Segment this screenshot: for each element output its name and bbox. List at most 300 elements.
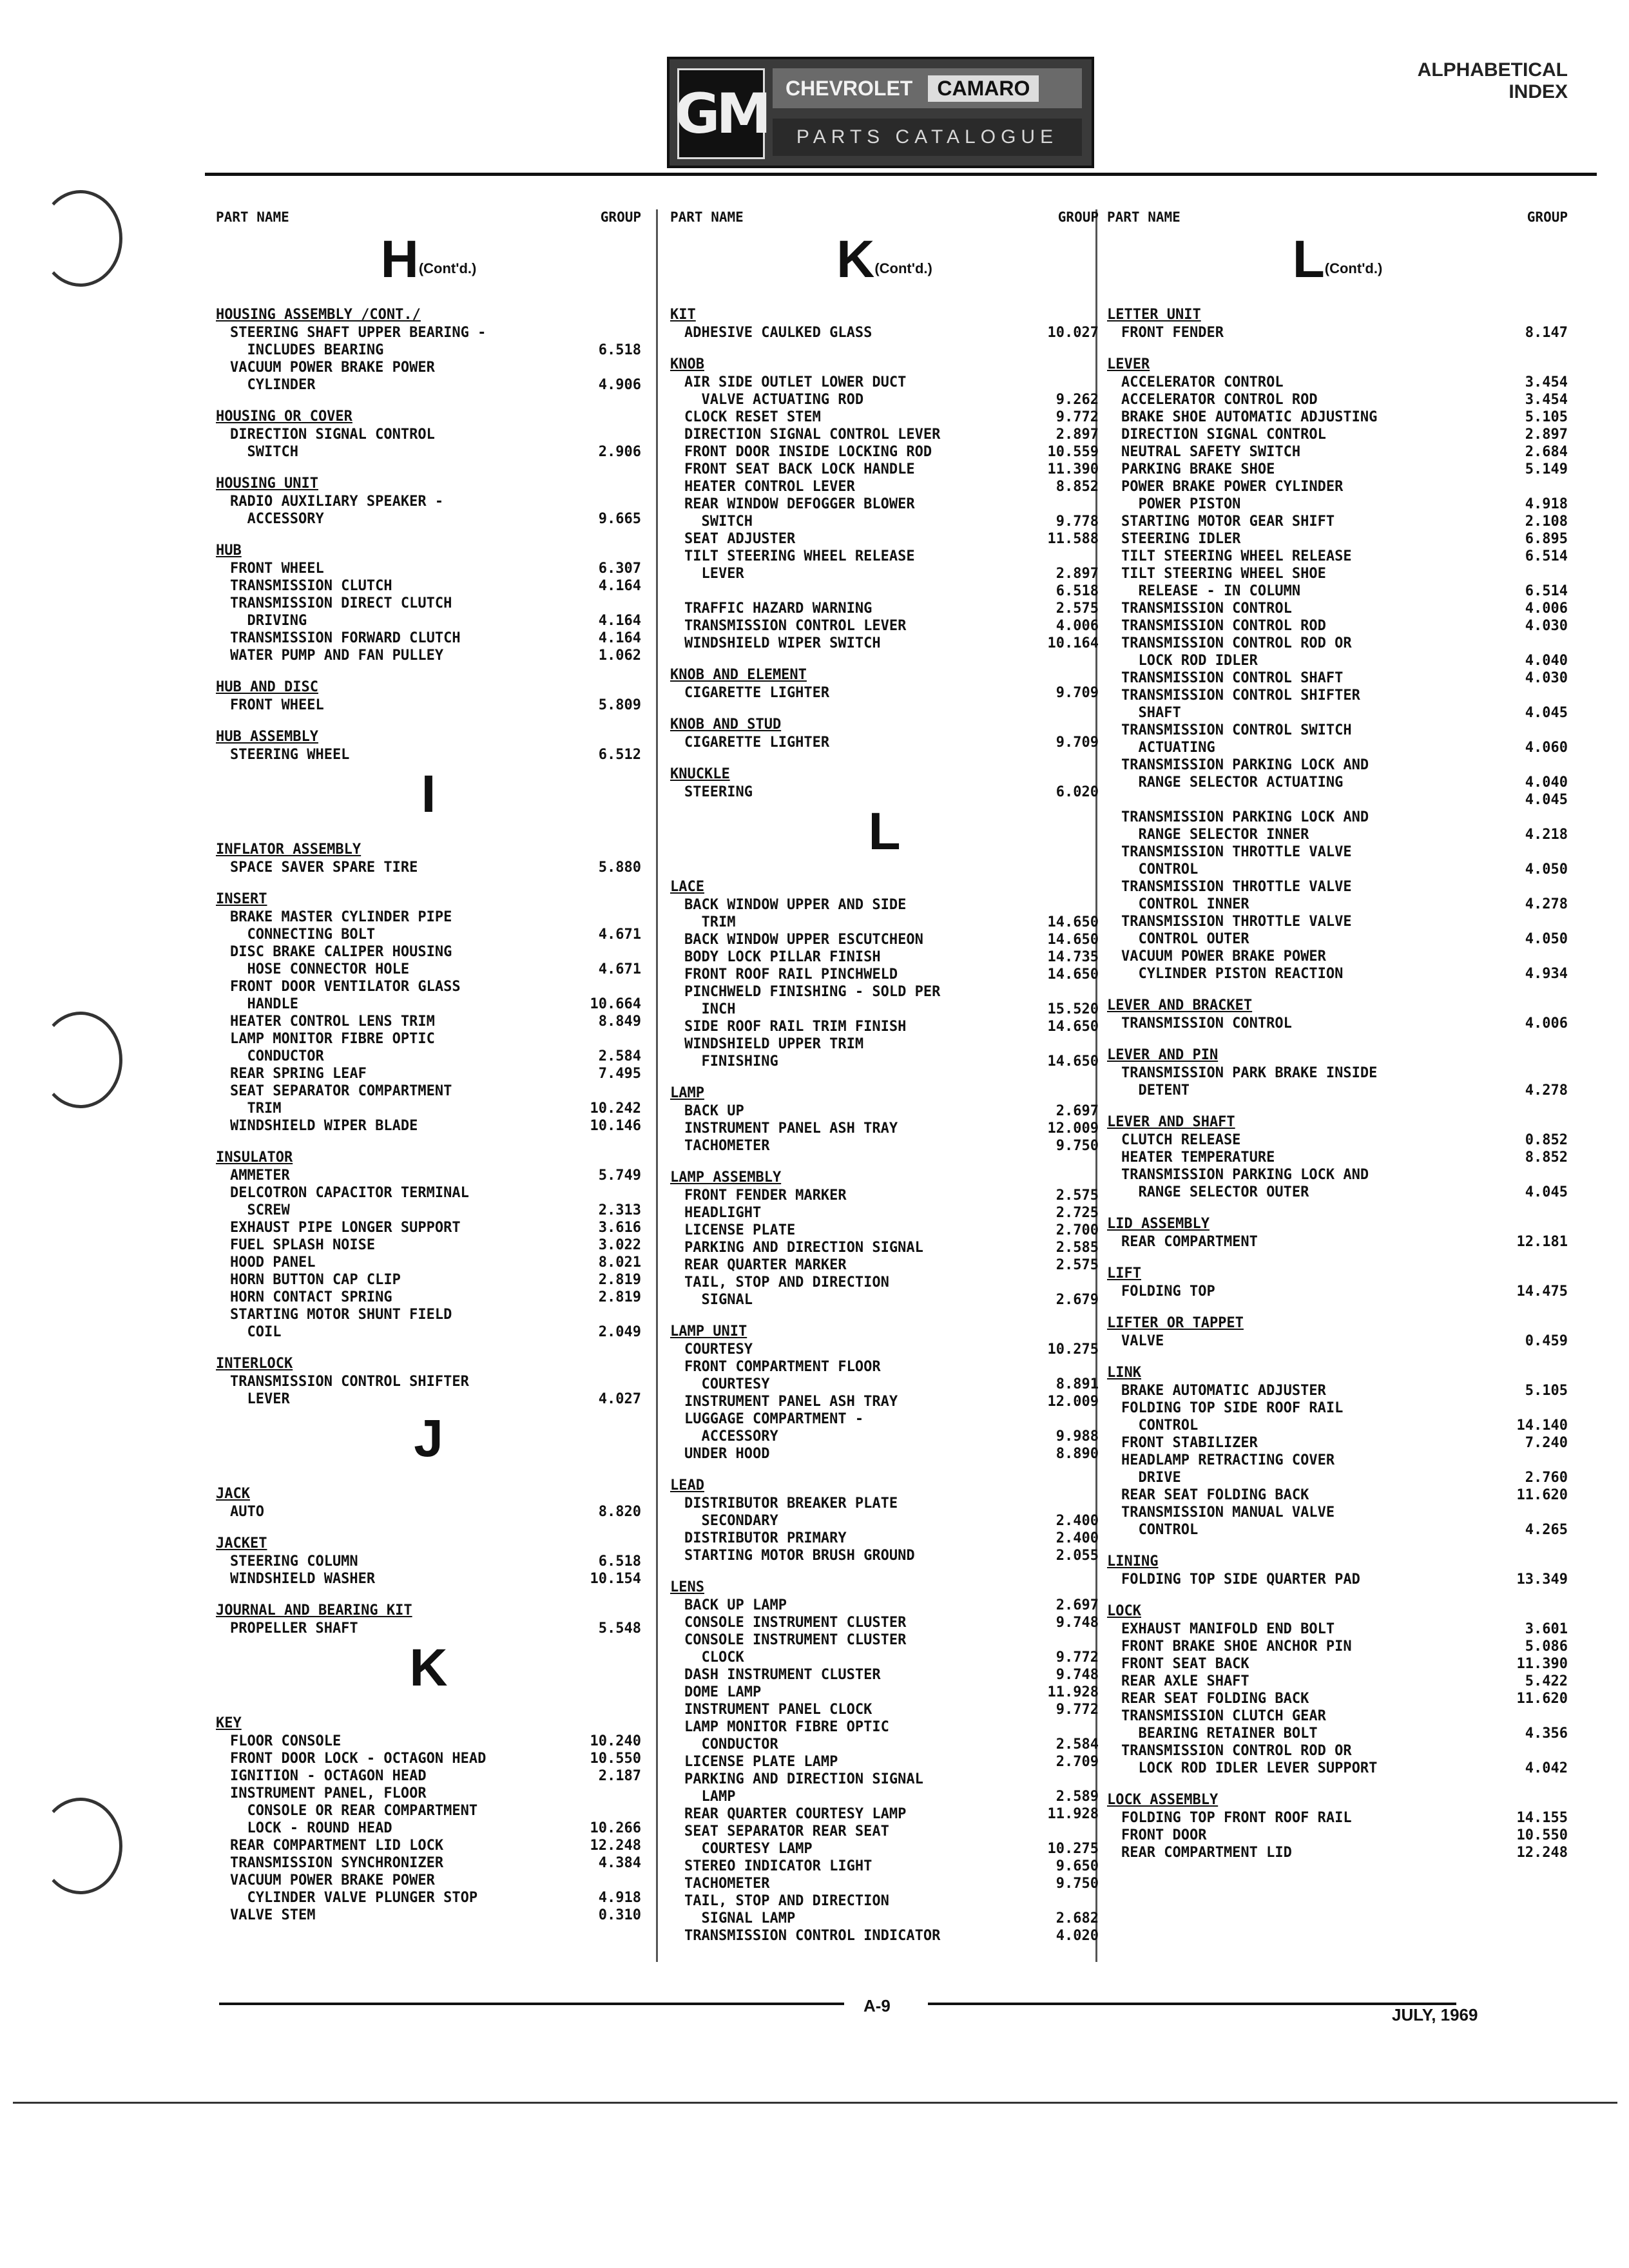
entry-line bbox=[670, 734, 1099, 751]
entry-line bbox=[216, 1323, 641, 1341]
part-description: INSTRUMENT PANEL ASH TRAY bbox=[684, 1394, 898, 1410]
entry-line bbox=[216, 1733, 641, 1750]
group-number: 12.248 bbox=[1516, 1845, 1568, 1861]
group-number bbox=[1516, 878, 1568, 896]
group-number: 10.275 bbox=[1047, 1341, 1099, 1358]
group-number bbox=[590, 1030, 641, 1048]
part-description: DETENT bbox=[1121, 1082, 1190, 1099]
index-entry bbox=[216, 1485, 641, 1521]
entry-line bbox=[1107, 1015, 1568, 1032]
part-description: TRANSMISSION PARK BRAKE INSIDE bbox=[1121, 1065, 1378, 1081]
part-description: HEATER CONTROL LENS TRIM bbox=[230, 1014, 435, 1030]
entry-line bbox=[216, 859, 641, 876]
entry-line bbox=[1107, 1486, 1568, 1504]
part-description: LAMP MONITOR FIBRE OPTIC bbox=[230, 1031, 435, 1047]
part-description: CONSOLE INSTRUMENT CLUSTER bbox=[684, 1615, 907, 1631]
entry-line bbox=[1107, 861, 1568, 878]
entry-line bbox=[1107, 1742, 1568, 1760]
part-description: FOLDING TOP bbox=[1121, 1283, 1215, 1300]
part-description: BACK UP bbox=[684, 1103, 744, 1119]
entry-line bbox=[1107, 1233, 1568, 1251]
entry-title: JACKET bbox=[216, 1535, 267, 1552]
entry-line bbox=[216, 1289, 641, 1306]
group-number: 11.928 bbox=[1047, 1806, 1099, 1822]
group-number: 9.709 bbox=[1055, 685, 1099, 701]
entry-line bbox=[1107, 1655, 1568, 1673]
entry-line bbox=[216, 1306, 641, 1323]
part-description: FRONT DOOR LOCK - OCTAGON HEAD bbox=[230, 1751, 487, 1767]
group-number bbox=[1047, 548, 1099, 565]
entry-line bbox=[670, 1256, 1099, 1274]
group-number bbox=[590, 426, 641, 443]
masthead-model-bar bbox=[773, 68, 1082, 108]
group-number: 15.520 bbox=[1047, 1001, 1099, 1017]
section-letter-heading bbox=[216, 764, 641, 827]
entry-line bbox=[670, 1204, 1099, 1222]
entry-line bbox=[670, 914, 1099, 931]
entry-line bbox=[670, 896, 1099, 914]
group-number: 5.149 bbox=[1525, 461, 1568, 477]
gm-logo: GM bbox=[677, 68, 765, 159]
group-number: 4.918 bbox=[598, 1890, 641, 1906]
entry-line bbox=[670, 1512, 1099, 1530]
entry-line bbox=[670, 948, 1099, 966]
group-number: 6.514 bbox=[1525, 548, 1568, 564]
entry-line bbox=[1107, 565, 1568, 582]
part-description: ACCESSORY bbox=[684, 1428, 778, 1445]
entry-line bbox=[1107, 930, 1568, 948]
binder-hole-bottom bbox=[39, 1798, 122, 1894]
part-description: SHAFT bbox=[1121, 705, 1181, 721]
part-description: TRANSMISSION CONTROL SHIFTER bbox=[1121, 687, 1360, 704]
group-number: 10.664 bbox=[590, 996, 641, 1012]
part-description: RANGE SELECTOR ACTUATING bbox=[1121, 774, 1344, 791]
group-number: 2.055 bbox=[1055, 1548, 1099, 1564]
index-entry bbox=[216, 542, 641, 664]
entry-line bbox=[1107, 1417, 1568, 1434]
entry-line bbox=[216, 1065, 641, 1082]
entry-line bbox=[216, 560, 641, 577]
group-number: 6.512 bbox=[598, 747, 641, 763]
entry-line bbox=[1107, 965, 1568, 983]
entry-line bbox=[1107, 791, 1568, 809]
group-number: 2.049 bbox=[598, 1324, 641, 1340]
group-number: 6.514 bbox=[1525, 583, 1568, 599]
masthead-make: CHEVROLET bbox=[786, 76, 913, 100]
entry-line bbox=[216, 1048, 641, 1065]
group-number: 14.155 bbox=[1516, 1810, 1568, 1826]
group-number: 12.009 bbox=[1047, 1120, 1099, 1137]
entry-line bbox=[670, 1376, 1099, 1393]
entry-line bbox=[670, 1597, 1099, 1614]
group-number: 2.679 bbox=[1055, 1292, 1099, 1308]
group-number: 2.897 bbox=[1055, 566, 1099, 582]
group-number: 9.665 bbox=[598, 511, 641, 527]
footer-rule-left bbox=[219, 2003, 844, 2005]
part-description: POWER BRAKE POWER CYLINDER bbox=[1121, 479, 1344, 495]
entry-title: LOCK bbox=[1107, 1603, 1141, 1619]
group-number: 4.042 bbox=[1525, 1760, 1568, 1776]
entry-line bbox=[1107, 408, 1568, 426]
group-number: 5.086 bbox=[1525, 1639, 1568, 1655]
part-description: SIGNAL bbox=[684, 1292, 753, 1308]
entry-line bbox=[670, 1341, 1099, 1358]
entry-line bbox=[670, 1410, 1099, 1428]
part-description: VACUUM POWER BRAKE POWER bbox=[1121, 948, 1326, 965]
part-description: STEERING bbox=[684, 784, 753, 800]
part-description: TILT STEERING WHEEL RELEASE bbox=[1121, 548, 1352, 564]
entry-line bbox=[1107, 652, 1568, 669]
group-number: 4.278 bbox=[1525, 896, 1568, 912]
entry-line bbox=[670, 600, 1099, 617]
entry-title: LEVER AND BRACKET bbox=[1107, 997, 1253, 1014]
group-number: 4.006 bbox=[1055, 618, 1099, 634]
index-entry bbox=[670, 356, 1099, 652]
entry-line bbox=[1107, 374, 1568, 391]
part-description: STEERING WHEEL bbox=[230, 747, 350, 763]
group-number bbox=[1516, 635, 1568, 652]
entry-line bbox=[1107, 1283, 1568, 1300]
entry-line bbox=[670, 1222, 1099, 1239]
entry-line bbox=[670, 408, 1099, 426]
index-entry bbox=[1107, 1046, 1568, 1099]
part-description: DIRECTION SIGNAL CONTROL bbox=[230, 427, 435, 443]
part-description: BRAKE AUTOMATIC ADJUSTER bbox=[1121, 1383, 1326, 1399]
index-entry bbox=[670, 716, 1099, 751]
group-number bbox=[590, 1872, 641, 1889]
entry-line bbox=[1107, 1571, 1568, 1588]
group-number: 12.248 bbox=[590, 1838, 641, 1854]
entry-line bbox=[1107, 722, 1568, 739]
group-number: 0.310 bbox=[598, 1907, 641, 1923]
part-description: FRONT FENDER MARKER bbox=[684, 1187, 847, 1204]
entry-line bbox=[216, 961, 641, 978]
part-description: CONSOLE INSTRUMENT CLUSTER bbox=[684, 1632, 907, 1648]
group-number bbox=[590, 908, 641, 926]
group-number: 4.671 bbox=[598, 927, 641, 943]
group-number bbox=[590, 324, 641, 341]
part-description: INSTRUMENT PANEL, FLOOR bbox=[230, 1785, 427, 1802]
part-description: CLOCK bbox=[684, 1649, 744, 1666]
part-description: CYLINDER bbox=[230, 377, 316, 393]
entry-line bbox=[216, 697, 641, 714]
entry-line bbox=[670, 1614, 1099, 1631]
group-number: 2.575 bbox=[1055, 601, 1099, 617]
part-description: SEAT ADJUSTER bbox=[684, 531, 796, 547]
group-number bbox=[1516, 843, 1568, 861]
entry-line bbox=[1107, 826, 1568, 843]
group-number: 2.760 bbox=[1525, 1470, 1568, 1486]
group-number bbox=[1516, 948, 1568, 965]
part-description: CONTROL INNER bbox=[1121, 896, 1249, 912]
entry-line bbox=[1107, 478, 1568, 495]
group-number: 6.020 bbox=[1055, 784, 1099, 800]
entry-title: HOUSING UNIT bbox=[216, 476, 318, 492]
entry-line bbox=[670, 1927, 1099, 1945]
entry-line bbox=[670, 1053, 1099, 1070]
part-description: COURTESY LAMP bbox=[684, 1841, 813, 1857]
part-description: REAR COMPARTMENT bbox=[1121, 1234, 1258, 1250]
part-description: CYLINDER PISTON REACTION bbox=[1121, 966, 1344, 982]
part-description: TRIM bbox=[230, 1100, 282, 1117]
entry-title: HOUSING OR COVER bbox=[216, 408, 352, 425]
entry-title: LID ASSEMBLY bbox=[1107, 1216, 1210, 1232]
entry-line bbox=[1107, 1827, 1568, 1844]
section-letter: K bbox=[409, 1639, 448, 1697]
entry-line bbox=[670, 1875, 1099, 1892]
column-divider-1 bbox=[656, 209, 658, 1962]
entry-line bbox=[670, 1718, 1099, 1736]
entry-line bbox=[1107, 774, 1568, 791]
group-number bbox=[590, 595, 641, 612]
part-description: STARTING MOTOR BRUSH GROUND bbox=[684, 1548, 915, 1564]
group-heading: GROUP bbox=[600, 209, 641, 225]
part-description: TRANSMISSION CONTROL INDICATOR bbox=[684, 1928, 941, 1944]
part-description: LAMP bbox=[684, 1789, 736, 1805]
group-number: 4.278 bbox=[1525, 1082, 1568, 1099]
entry-line bbox=[670, 495, 1099, 513]
entry-title: LAMP bbox=[670, 1085, 704, 1101]
entry-line bbox=[1107, 1131, 1568, 1149]
group-number bbox=[1516, 478, 1568, 495]
part-description: CIGARETTE LIGHTER bbox=[684, 685, 830, 701]
group-number: 2.400 bbox=[1055, 1530, 1099, 1546]
part-description: ACTUATING bbox=[1121, 740, 1215, 756]
entry-line bbox=[216, 1236, 641, 1254]
index-entry bbox=[1107, 356, 1568, 983]
entry-title: LAMP ASSEMBLY bbox=[670, 1169, 782, 1186]
group-number: 2.697 bbox=[1055, 1597, 1099, 1613]
entry-line bbox=[1107, 687, 1568, 704]
group-number bbox=[1047, 1892, 1099, 1910]
entry-line bbox=[670, 1892, 1099, 1910]
group-number: 3.022 bbox=[598, 1237, 641, 1253]
group-number: 5.105 bbox=[1525, 1383, 1568, 1399]
group-number: 9.748 bbox=[1055, 1615, 1099, 1631]
entry-line bbox=[670, 548, 1099, 565]
group-number: 8.820 bbox=[598, 1504, 641, 1520]
part-description: CIGARETTE LIGHTER bbox=[684, 735, 830, 751]
part-description: CONSOLE OR REAR COMPARTMENT bbox=[230, 1803, 478, 1819]
index-entry bbox=[1107, 306, 1568, 341]
entry-line bbox=[216, 995, 641, 1013]
index-entry bbox=[670, 1169, 1099, 1309]
group-number bbox=[1047, 1035, 1099, 1053]
entry-line bbox=[1107, 426, 1568, 443]
part-description: RELEASE - IN COLUMN bbox=[1121, 583, 1301, 599]
entry-line bbox=[670, 1358, 1099, 1376]
entry-line bbox=[1107, 582, 1568, 600]
entry-line bbox=[216, 943, 641, 961]
group-number: 10.559 bbox=[1047, 444, 1099, 460]
part-description: LAMP MONITOR FIBRE OPTIC bbox=[684, 1719, 889, 1735]
entry-line bbox=[1107, 600, 1568, 617]
group-number: 4.164 bbox=[598, 630, 641, 646]
part-description: SWITCH bbox=[684, 514, 753, 530]
group-number: 14.650 bbox=[1047, 932, 1099, 948]
group-number: 2.575 bbox=[1055, 1257, 1099, 1273]
part-description: WINDSHIELD UPPER TRIM bbox=[684, 1036, 864, 1052]
part-description: REAR COMPARTMENT LID bbox=[1121, 1845, 1292, 1861]
group-number: 2.584 bbox=[598, 1048, 641, 1064]
part-description: VACUUM POWER BRAKE POWER bbox=[230, 1872, 435, 1888]
entry-line bbox=[216, 1854, 641, 1872]
part-description: CYLINDER VALVE PLUNGER STOP bbox=[230, 1890, 478, 1906]
group-number: 4.918 bbox=[1525, 496, 1568, 512]
group-number bbox=[590, 943, 641, 961]
part-description: TRANSMISSION CONTROL ROD OR bbox=[1121, 1743, 1352, 1759]
index-entry bbox=[216, 1602, 641, 1637]
entry-line bbox=[1107, 1382, 1568, 1399]
group-number: 14.735 bbox=[1047, 949, 1099, 965]
entry-title: HUB bbox=[216, 543, 242, 559]
entry-line bbox=[1107, 1707, 1568, 1725]
entry-line bbox=[1107, 1504, 1568, 1521]
group-number: 11.390 bbox=[1516, 1656, 1568, 1672]
group-number: 9.772 bbox=[1055, 409, 1099, 425]
group-number bbox=[1516, 913, 1568, 930]
column-header bbox=[1107, 209, 1568, 229]
entry-line bbox=[670, 324, 1099, 341]
index-entry bbox=[216, 1535, 641, 1588]
group-number: 2.906 bbox=[598, 444, 641, 460]
entry-line bbox=[216, 1620, 641, 1637]
entry-line bbox=[670, 1393, 1099, 1410]
column-header bbox=[670, 209, 1099, 229]
entry-line bbox=[1107, 1149, 1568, 1166]
catalog-masthead bbox=[667, 57, 1094, 168]
part-description: SWITCH bbox=[230, 444, 298, 460]
index-entry bbox=[216, 306, 641, 394]
group-number: 4.030 bbox=[1525, 618, 1568, 634]
index-entry bbox=[216, 1715, 641, 1924]
entry-line bbox=[1107, 1434, 1568, 1452]
entry-line bbox=[1107, 1469, 1568, 1486]
group-number bbox=[590, 1373, 641, 1390]
entry-line bbox=[670, 1018, 1099, 1035]
part-description: WINDSHIELD WIPER BLADE bbox=[230, 1118, 418, 1134]
part-description: HOSE CONNECTOR HOLE bbox=[230, 961, 410, 977]
entry-line bbox=[216, 1100, 641, 1117]
entry-line bbox=[1107, 635, 1568, 652]
index-entry bbox=[670, 765, 1099, 801]
entry-title: HUB AND DISC bbox=[216, 679, 318, 695]
part-description: INSTRUMENT PANEL CLOCK bbox=[684, 1702, 872, 1718]
part-description: FRONT SEAT BACK LOCK HANDLE bbox=[684, 461, 915, 477]
part-description: VALVE bbox=[1121, 1333, 1164, 1349]
part-description: TRANSMISSION CONTROL bbox=[1121, 601, 1292, 617]
part-description: TRANSMISSION CONTROL LEVER bbox=[684, 618, 907, 634]
group-number bbox=[1516, 1742, 1568, 1760]
group-number bbox=[1047, 495, 1099, 513]
group-number: 4.906 bbox=[598, 377, 641, 393]
index-entry bbox=[670, 1579, 1099, 1945]
index-label-line1: ALPHABETICAL bbox=[1417, 59, 1568, 81]
group-number: 8.849 bbox=[598, 1014, 641, 1030]
part-description: DELCOTRON CAPACITOR TERMINAL bbox=[230, 1185, 469, 1201]
part-description: FUEL SPLASH NOISE bbox=[230, 1237, 376, 1253]
section-letter: K bbox=[836, 230, 875, 289]
part-description: TRANSMISSION THROTTLE VALVE bbox=[1121, 844, 1352, 860]
entry-title: HOUSING ASSEMBLY /CONT./ bbox=[216, 307, 421, 323]
entry-line bbox=[670, 931, 1099, 948]
part-description: FRONT DOOR VENTILATOR GLASS bbox=[230, 979, 461, 995]
part-description: AIR SIDE OUTLET LOWER DUCT bbox=[684, 374, 907, 390]
part-description: FRONT FENDER bbox=[1121, 325, 1224, 341]
group-number: 14.650 bbox=[1047, 914, 1099, 930]
entry-line bbox=[670, 1495, 1099, 1512]
index-column-3 bbox=[1107, 209, 1568, 1861]
group-number bbox=[1047, 1410, 1099, 1428]
entry-line bbox=[1107, 913, 1568, 930]
part-description: SEAT SEPARATOR COMPARTMENT bbox=[230, 1083, 452, 1099]
part-description: CONTROL bbox=[1121, 1522, 1199, 1538]
entry-line bbox=[670, 1274, 1099, 1291]
group-number: 4.045 bbox=[1525, 1184, 1568, 1200]
entry-line bbox=[216, 1373, 641, 1390]
group-number: 2.108 bbox=[1525, 514, 1568, 530]
index-entry bbox=[670, 306, 1099, 341]
group-number bbox=[1047, 1274, 1099, 1291]
group-number: 2.313 bbox=[598, 1202, 641, 1218]
group-number bbox=[1047, 1823, 1099, 1840]
entry-line bbox=[216, 978, 641, 995]
entry-title: LEVER AND SHAFT bbox=[1107, 1114, 1235, 1130]
part-description: DRIVE bbox=[1121, 1470, 1181, 1486]
entry-title: INSERT bbox=[216, 891, 267, 907]
group-number: 8.852 bbox=[1055, 479, 1099, 495]
part-description: REAR SEAT FOLDING BACK bbox=[1121, 1487, 1309, 1503]
entry-line bbox=[1107, 530, 1568, 548]
part-description: TILT STEERING WHEEL RELEASE bbox=[684, 548, 915, 564]
group-number: 10.242 bbox=[590, 1100, 641, 1117]
part-description: BODY LOCK PILLAR FINISH bbox=[684, 949, 881, 965]
part-description: LICENSE PLATE bbox=[684, 1222, 796, 1238]
part-description: FRONT DOOR bbox=[1121, 1827, 1207, 1843]
group-number: 6.895 bbox=[1525, 531, 1568, 547]
part-description: FRONT WHEEL bbox=[230, 697, 324, 713]
group-number bbox=[1516, 565, 1568, 582]
group-number bbox=[590, 1802, 641, 1820]
part-description: AUTO bbox=[230, 1504, 264, 1520]
part-description: WINDSHIELD WIPER SWITCH bbox=[684, 635, 881, 651]
part-description: ADHESIVE CAULKED GLASS bbox=[684, 325, 872, 341]
entry-line bbox=[670, 1001, 1099, 1018]
index-entry bbox=[670, 1323, 1099, 1463]
entry-line bbox=[216, 1030, 641, 1048]
part-description: TRANSMISSION CONTROL ROD bbox=[1121, 618, 1326, 634]
part-description: REAR AXLE SHAFT bbox=[1121, 1673, 1249, 1689]
revision-date: JULY, 1969 bbox=[1392, 2005, 1478, 2024]
part-description: TRIM bbox=[684, 914, 736, 930]
group-number: 5.749 bbox=[598, 1168, 641, 1184]
group-number: 8.021 bbox=[598, 1254, 641, 1271]
part-description: FINISHING bbox=[684, 1053, 778, 1070]
part-description: TRANSMISSION CLUTCH GEAR bbox=[1121, 1708, 1326, 1724]
part-description: HEATER CONTROL LEVER bbox=[684, 479, 855, 495]
entry-line bbox=[216, 1785, 641, 1802]
entry-line bbox=[1107, 548, 1568, 565]
group-number bbox=[1516, 1452, 1568, 1469]
entry-line bbox=[216, 443, 641, 461]
group-number bbox=[1047, 1718, 1099, 1736]
group-heading: GROUP bbox=[1527, 209, 1568, 225]
entry-line bbox=[1107, 1166, 1568, 1184]
entry-title: KNOB AND ELEMENT bbox=[670, 667, 807, 683]
group-number: 14.140 bbox=[1516, 1418, 1568, 1434]
entry-line bbox=[670, 1736, 1099, 1753]
part-name-heading: PART NAME bbox=[216, 209, 289, 225]
